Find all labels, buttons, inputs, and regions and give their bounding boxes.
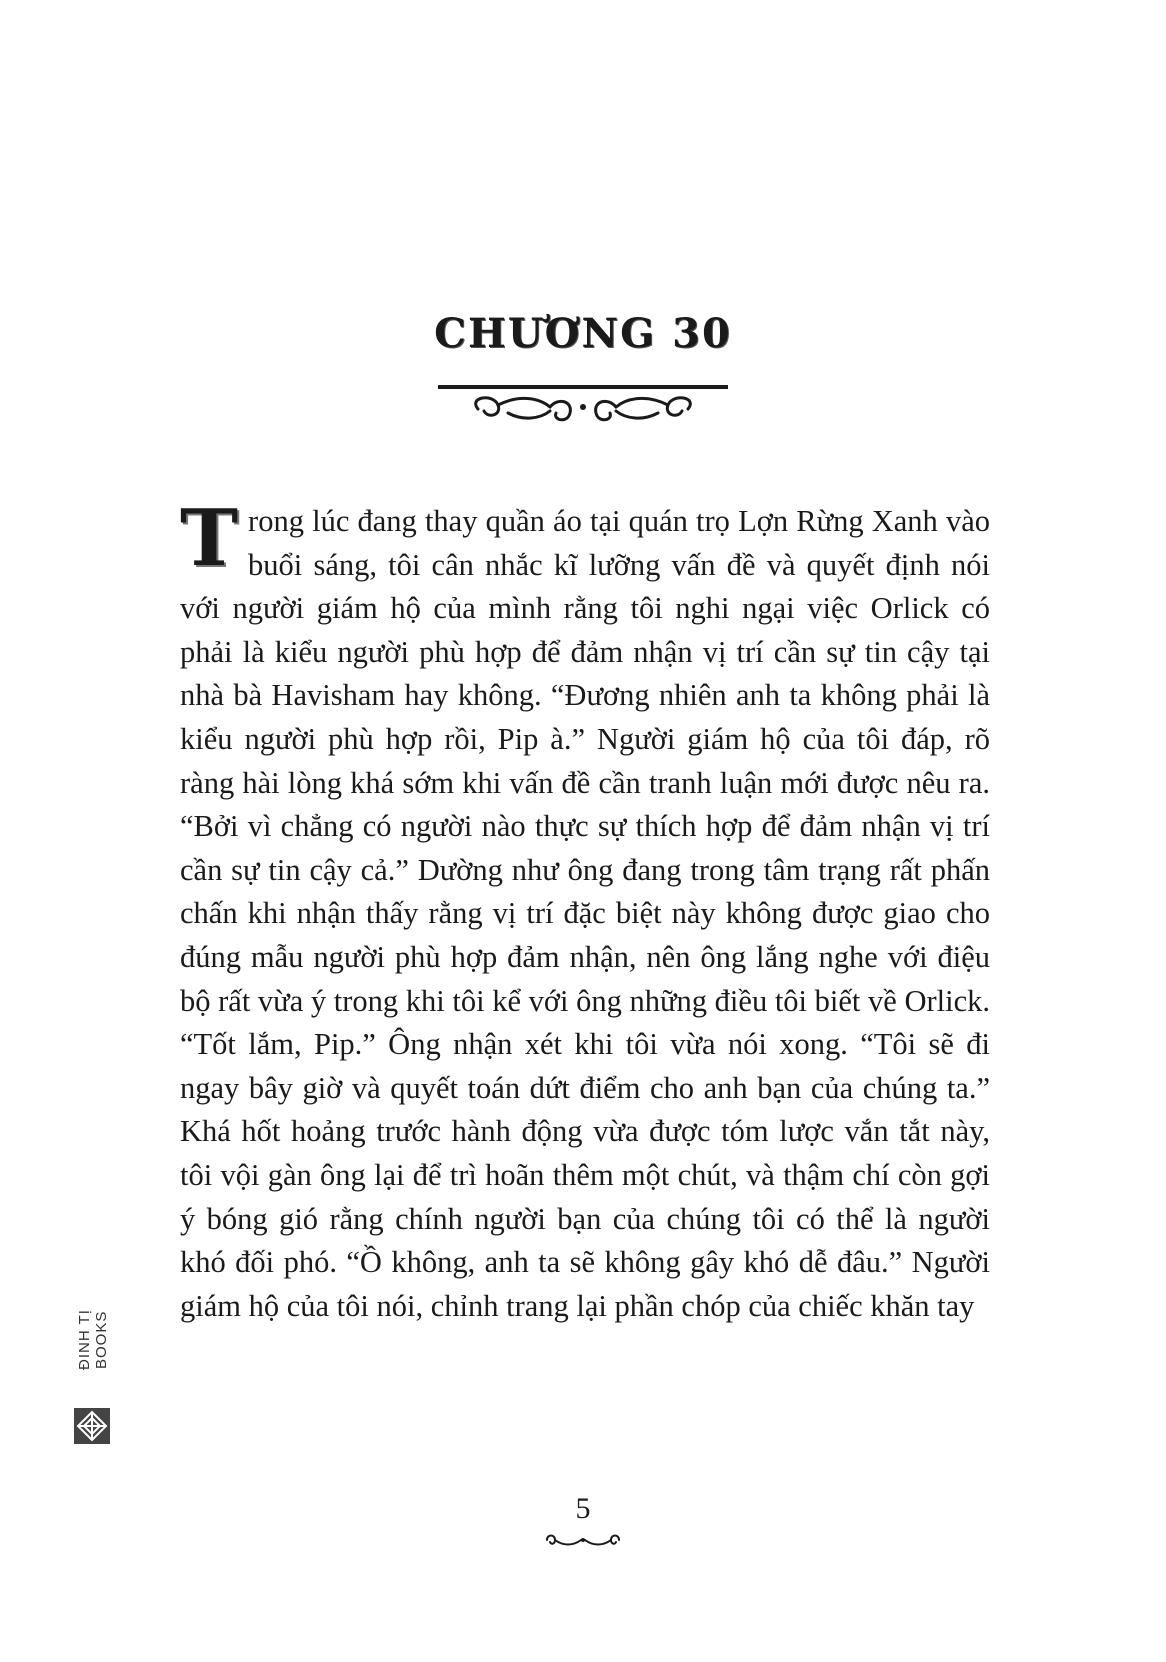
page-number: 5 bbox=[575, 1492, 591, 1525]
chapter-ornament-icon bbox=[438, 383, 728, 433]
dropcap-letter: T bbox=[180, 493, 239, 584]
chapter-title: CHƯƠNG 30 bbox=[434, 310, 732, 357]
publisher-logo-icon bbox=[74, 1408, 110, 1444]
body-paragraph bbox=[180, 493, 990, 1328]
publisher-mark bbox=[74, 1280, 110, 1440]
publisher-name: ĐINH TỊ BOOKS bbox=[76, 1309, 110, 1371]
body-text: rong lúc đang thay quần áo tại quán trọ Lợn Rừng Xanh vào buổi sáng, tôi cân nhắc kĩ lưỡng vấn đề và quyết định nói với người giám hộ của mình rằng tôi nghi ngại việc Orlick có phải là kiểu người phù hợp để đảm nhận vị trí cần sự tin cậy tại nhà bà Havisham hay không. “Đương nhiên anh ta không phải là kiểu người phù hợp rồi, Pip à.” Người giám hộ của tôi đáp, rõ ràng hài lòng khá sớm khi vấn đề cần tranh luận mới được nêu ra. “Bởi vì chẳng có người nào thực sự thích hợp để đảm nhận vị trí cần sự tin cậy cả.” Dường như ông đang trong tâm trạng rất phấn chấn khi nhận thấy rằng vị trí đặc biệt này không được giao cho đúng mẫu người phù hợp đảm nhận, nên ông lắng nghe với điệu bộ rất vừa ý trong khi tôi kể với ông những điều tôi biết về Orlick. “Tốt lắm, Pip.” Ông nhận xét khi tôi vừa nói xong. “Tôi sẽ đi ngay bây giờ và quyết toán dứt điểm cho anh bạn của chúng ta.” Khá hốt hoảng trước hành động vừa được tóm lược vắn tắt này, tôi vội gàn ông lại để trì hoãn thêm một chút, và thậm chí còn gợi ý bóng gió rằng chính người bạn của chúng tôi có thể là người khó đối phó. “Ồ không, anh ta sẽ không gây khó dễ đâu.” Người giám hộ của tôi nói, chỉnh trang lại phần chóp của chiếc khăn tay bbox=[180, 504, 990, 1323]
footer-ornament-icon bbox=[543, 1530, 623, 1550]
